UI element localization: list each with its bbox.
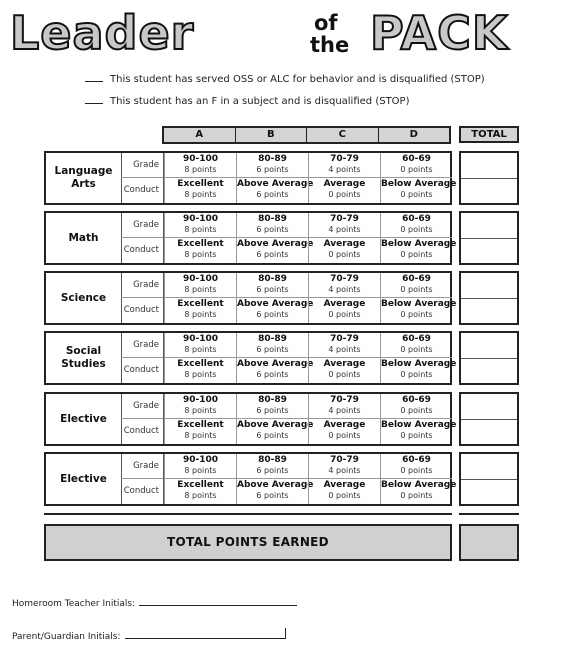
conduct-rating: Below Average — [381, 179, 457, 189]
conduct-row-label: Conduct — [121, 358, 164, 383]
grade-range: 90-100 — [182, 455, 219, 465]
grade-option-d[interactable] — [380, 454, 452, 479]
points-value: 0 points — [400, 370, 433, 379]
subject-total-box[interactable] — [459, 452, 519, 506]
subject-name: Elective — [46, 394, 122, 444]
points-value: 0 points — [400, 406, 433, 415]
points-value: 0 points — [328, 190, 361, 199]
grade-range: 80-89 — [258, 334, 287, 344]
checkbox-blank[interactable] — [85, 81, 103, 82]
points-value: 4 points — [328, 225, 361, 234]
conduct-option-b[interactable] — [236, 298, 314, 323]
conduct-rating: Average — [323, 359, 366, 369]
subject-block — [44, 151, 457, 205]
grade-range: 60-69 — [402, 214, 431, 224]
conduct-rating: Excellent — [177, 179, 224, 189]
conduct-rating: Excellent — [177, 359, 224, 369]
conduct-option-d[interactable] — [380, 479, 457, 504]
conduct-row-label: Conduct — [121, 298, 164, 323]
column-header-b: B — [236, 128, 308, 142]
points-value: 6 points — [256, 285, 289, 294]
grade-column-headers — [162, 126, 451, 144]
points-value: 0 points — [328, 250, 361, 259]
divider-line — [459, 513, 519, 515]
grade-option-a[interactable] — [164, 333, 236, 358]
points-value: 6 points — [256, 491, 289, 500]
grade-option-a[interactable] — [164, 213, 236, 238]
points-value: 0 points — [400, 190, 433, 199]
points-value: 4 points — [328, 165, 361, 174]
conduct-row-label: Conduct — [121, 419, 164, 444]
grade-range: 60-69 — [402, 395, 431, 405]
conduct-row-label: Conduct — [121, 178, 164, 203]
points-value: 4 points — [328, 285, 361, 294]
grade-option-c[interactable] — [308, 273, 380, 298]
conduct-option-a[interactable] — [164, 358, 236, 383]
points-value: 8 points — [184, 225, 217, 234]
conduct-rating: Excellent — [177, 420, 224, 430]
points-value: 0 points — [328, 491, 361, 500]
points-value: 6 points — [256, 225, 289, 234]
grade-option-b[interactable] — [236, 273, 308, 298]
points-value: 6 points — [256, 165, 289, 174]
title-of: of — [314, 11, 338, 35]
points-value: 8 points — [184, 345, 217, 354]
points-value: 8 points — [184, 370, 217, 379]
grade-option-a[interactable] — [164, 394, 236, 419]
teacher-initials-label: Homeroom Teacher Initials: — [12, 599, 136, 609]
conduct-rating: Average — [323, 179, 366, 189]
conduct-option-c[interactable] — [308, 178, 380, 203]
parent-initials-label: Parent/Guardian Initials: — [12, 632, 121, 642]
grade-range: 70-79 — [330, 214, 359, 224]
disqualifier-text: This student has served OSS or ALC for behavior and is disqualified (STOP) — [110, 74, 485, 85]
subject-name: Social Studies — [46, 333, 122, 383]
conduct-rating: Average — [323, 420, 366, 430]
subject-name: Elective — [46, 454, 122, 504]
conduct-rating: Below Average — [381, 299, 457, 309]
grade-range: 80-89 — [258, 154, 287, 164]
grade-range: 60-69 — [402, 455, 431, 465]
subject-total-box[interactable] — [459, 331, 519, 385]
grade-option-c[interactable] — [308, 454, 380, 479]
grade-range: 90-100 — [182, 395, 219, 405]
conduct-option-d[interactable] — [380, 298, 457, 323]
grade-option-b[interactable] — [236, 153, 308, 178]
grade-option-d[interactable] — [380, 273, 452, 298]
conduct-rating: Above Average — [237, 239, 314, 249]
total-box-divider — [461, 358, 517, 359]
grade-range: 90-100 — [182, 274, 219, 284]
conduct-rating: Above Average — [237, 480, 314, 490]
conduct-rating: Excellent — [177, 299, 224, 309]
subject-block — [44, 211, 457, 265]
points-value: 0 points — [400, 431, 433, 440]
column-header-d: D — [409, 129, 418, 140]
title-leader: Leader — [10, 6, 195, 56]
points-value: 8 points — [184, 431, 217, 440]
grade-range: 80-89 — [258, 395, 287, 405]
subject-block — [44, 452, 457, 506]
conduct-option-b[interactable] — [236, 238, 314, 263]
grade-option-a[interactable] — [164, 273, 236, 298]
points-value: 8 points — [184, 491, 217, 500]
subject-name: Language Arts — [46, 153, 122, 203]
conduct-rating: Excellent — [177, 239, 224, 249]
total-box-divider — [461, 479, 517, 480]
conduct-rating: Below Average — [381, 480, 457, 490]
conduct-rating: Above Average — [237, 299, 314, 309]
checkbox-blank[interactable] — [85, 103, 103, 104]
conduct-option-a[interactable] — [164, 419, 236, 444]
points-value: 8 points — [184, 165, 217, 174]
points-value: 0 points — [400, 225, 433, 234]
subject-name: Math — [46, 213, 122, 263]
subject-total-box[interactable] — [459, 211, 519, 265]
grade-option-d[interactable] — [380, 394, 452, 419]
conduct-rating: Below Average — [381, 239, 457, 249]
grade-range: 70-79 — [330, 154, 359, 164]
conduct-rating: Below Average — [381, 359, 457, 369]
points-value: 6 points — [256, 250, 289, 259]
grade-option-a[interactable] — [164, 153, 236, 178]
grade-range: 60-69 — [402, 154, 431, 164]
column-header-c: C — [307, 128, 379, 142]
grade-option-d[interactable] — [380, 213, 452, 238]
points-value: 8 points — [184, 190, 217, 199]
conduct-rating: Average — [323, 299, 366, 309]
conduct-option-a[interactable] — [164, 178, 236, 203]
title-the: the — [310, 33, 350, 56]
grade-range: 60-69 — [402, 334, 431, 344]
grade-row-label: Grade — [121, 273, 164, 298]
conduct-rating: Average — [323, 239, 366, 249]
points-value: 6 points — [256, 466, 289, 475]
parent-guardian-initials[interactable] — [12, 628, 286, 642]
points-value: 8 points — [184, 466, 217, 475]
total-column-header: TOTAL — [459, 126, 519, 143]
conduct-option-d[interactable] — [380, 358, 457, 383]
grade-option-b[interactable] — [236, 213, 308, 238]
conduct-option-b[interactable] — [236, 419, 314, 444]
conduct-row-label: Conduct — [121, 238, 164, 263]
conduct-rating: Average — [323, 480, 366, 490]
conduct-option-b[interactable] — [236, 178, 314, 203]
points-value: 6 points — [256, 190, 289, 199]
grade-option-d[interactable] — [380, 333, 452, 358]
points-value: 6 points — [256, 406, 289, 415]
total-box-divider — [461, 178, 517, 179]
points-value: 0 points — [400, 491, 433, 500]
conduct-rating: Above Average — [237, 179, 314, 189]
points-value: 0 points — [400, 250, 433, 259]
disqualifier-f-grade[interactable] — [85, 96, 409, 107]
points-value: 0 points — [400, 310, 433, 319]
points-value: 4 points — [328, 406, 361, 415]
grade-option-c[interactable] — [308, 333, 380, 358]
column-header-a: A — [164, 128, 236, 142]
grade-range: 70-79 — [330, 274, 359, 284]
points-value: 4 points — [328, 345, 361, 354]
points-value: 0 points — [328, 431, 361, 440]
conduct-option-b[interactable] — [236, 358, 314, 383]
subject-total-box[interactable] — [459, 392, 519, 446]
grade-range: 70-79 — [330, 395, 359, 405]
leader-of-the-pack-title — [8, 6, 563, 56]
conduct-rating: Excellent — [177, 480, 224, 490]
conduct-option-a[interactable] — [164, 238, 236, 263]
total-box-divider — [461, 238, 517, 239]
conduct-option-c[interactable] — [308, 419, 380, 444]
subject-name: Science — [46, 273, 122, 323]
grade-row-label: Grade — [121, 213, 164, 238]
points-value: 8 points — [184, 310, 217, 319]
teacher-initials-line[interactable] — [139, 605, 297, 606]
grade-range: 90-100 — [182, 334, 219, 344]
grade-option-b[interactable] — [236, 394, 308, 419]
conduct-option-a[interactable] — [164, 479, 236, 504]
points-value: 8 points — [184, 406, 217, 415]
points-value: 0 points — [400, 165, 433, 174]
points-value: 6 points — [256, 370, 289, 379]
grade-range: 80-89 — [258, 455, 287, 465]
conduct-option-c[interactable] — [308, 358, 380, 383]
points-value: 0 points — [328, 370, 361, 379]
grade-range: 60-69 — [402, 274, 431, 284]
points-value: 6 points — [256, 431, 289, 440]
divider-line — [44, 513, 452, 515]
grade-range: 90-100 — [182, 214, 219, 224]
conduct-option-d[interactable] — [380, 238, 457, 263]
total-points-earned-box[interactable] — [459, 524, 519, 561]
title-lettering — [8, 6, 563, 56]
grade-row-label: Grade — [121, 394, 164, 419]
grade-option-b[interactable] — [236, 454, 308, 479]
disqualifier-text: This student has an F in a subject and is disqualified (STOP) — [110, 96, 410, 107]
conduct-option-d[interactable] — [380, 178, 457, 203]
conduct-rating: Above Average — [237, 359, 314, 369]
title-pack: PACK — [370, 6, 509, 56]
disqualifier-oss[interactable] — [85, 74, 485, 85]
points-value: 8 points — [184, 285, 217, 294]
subject-block — [44, 271, 457, 325]
points-value: 0 points — [328, 310, 361, 319]
grade-row-label: Grade — [121, 333, 164, 358]
total-box-divider — [461, 298, 517, 299]
points-value: 4 points — [328, 466, 361, 475]
grade-option-a[interactable] — [164, 454, 236, 479]
conduct-option-c[interactable] — [308, 238, 380, 263]
grade-option-c[interactable] — [308, 213, 380, 238]
conduct-option-d[interactable] — [380, 419, 457, 444]
grade-row-label: Grade — [121, 153, 164, 178]
parent-initials-line[interactable] — [125, 628, 286, 639]
subject-block — [44, 392, 457, 446]
grade-range: 80-89 — [258, 214, 287, 224]
homeroom-teacher-initials[interactable] — [12, 599, 297, 609]
conduct-option-a[interactable] — [164, 298, 236, 323]
grade-row-label: Grade — [121, 454, 164, 479]
grade-range: 80-89 — [258, 274, 287, 284]
conduct-rating: Below Average — [381, 420, 457, 430]
subject-total-box[interactable] — [459, 271, 519, 325]
conduct-row-label: Conduct — [121, 479, 164, 504]
grade-range: 70-79 — [330, 334, 359, 344]
points-value: 0 points — [400, 285, 433, 294]
conduct-rating: Above Average — [237, 420, 314, 430]
subject-total-box[interactable] — [459, 151, 519, 205]
conduct-option-c[interactable] — [308, 298, 380, 323]
subject-block — [44, 331, 457, 385]
conduct-option-b[interactable] — [236, 479, 314, 504]
total-box-divider — [461, 419, 517, 420]
conduct-option-c[interactable] — [308, 479, 380, 504]
points-value: 8 points — [184, 250, 217, 259]
points-value: 0 points — [400, 466, 433, 475]
grade-option-c[interactable] — [308, 394, 380, 419]
points-value: 0 points — [400, 345, 433, 354]
grade-range: 70-79 — [330, 455, 359, 465]
grade-option-b[interactable] — [236, 333, 308, 358]
total-points-earned-label: TOTAL POINTS EARNED — [44, 524, 452, 561]
points-value: 6 points — [256, 310, 289, 319]
grade-option-d[interactable] — [380, 153, 452, 178]
grade-range: 90-100 — [182, 154, 219, 164]
points-value: 6 points — [256, 345, 289, 354]
grade-option-c[interactable] — [308, 153, 380, 178]
